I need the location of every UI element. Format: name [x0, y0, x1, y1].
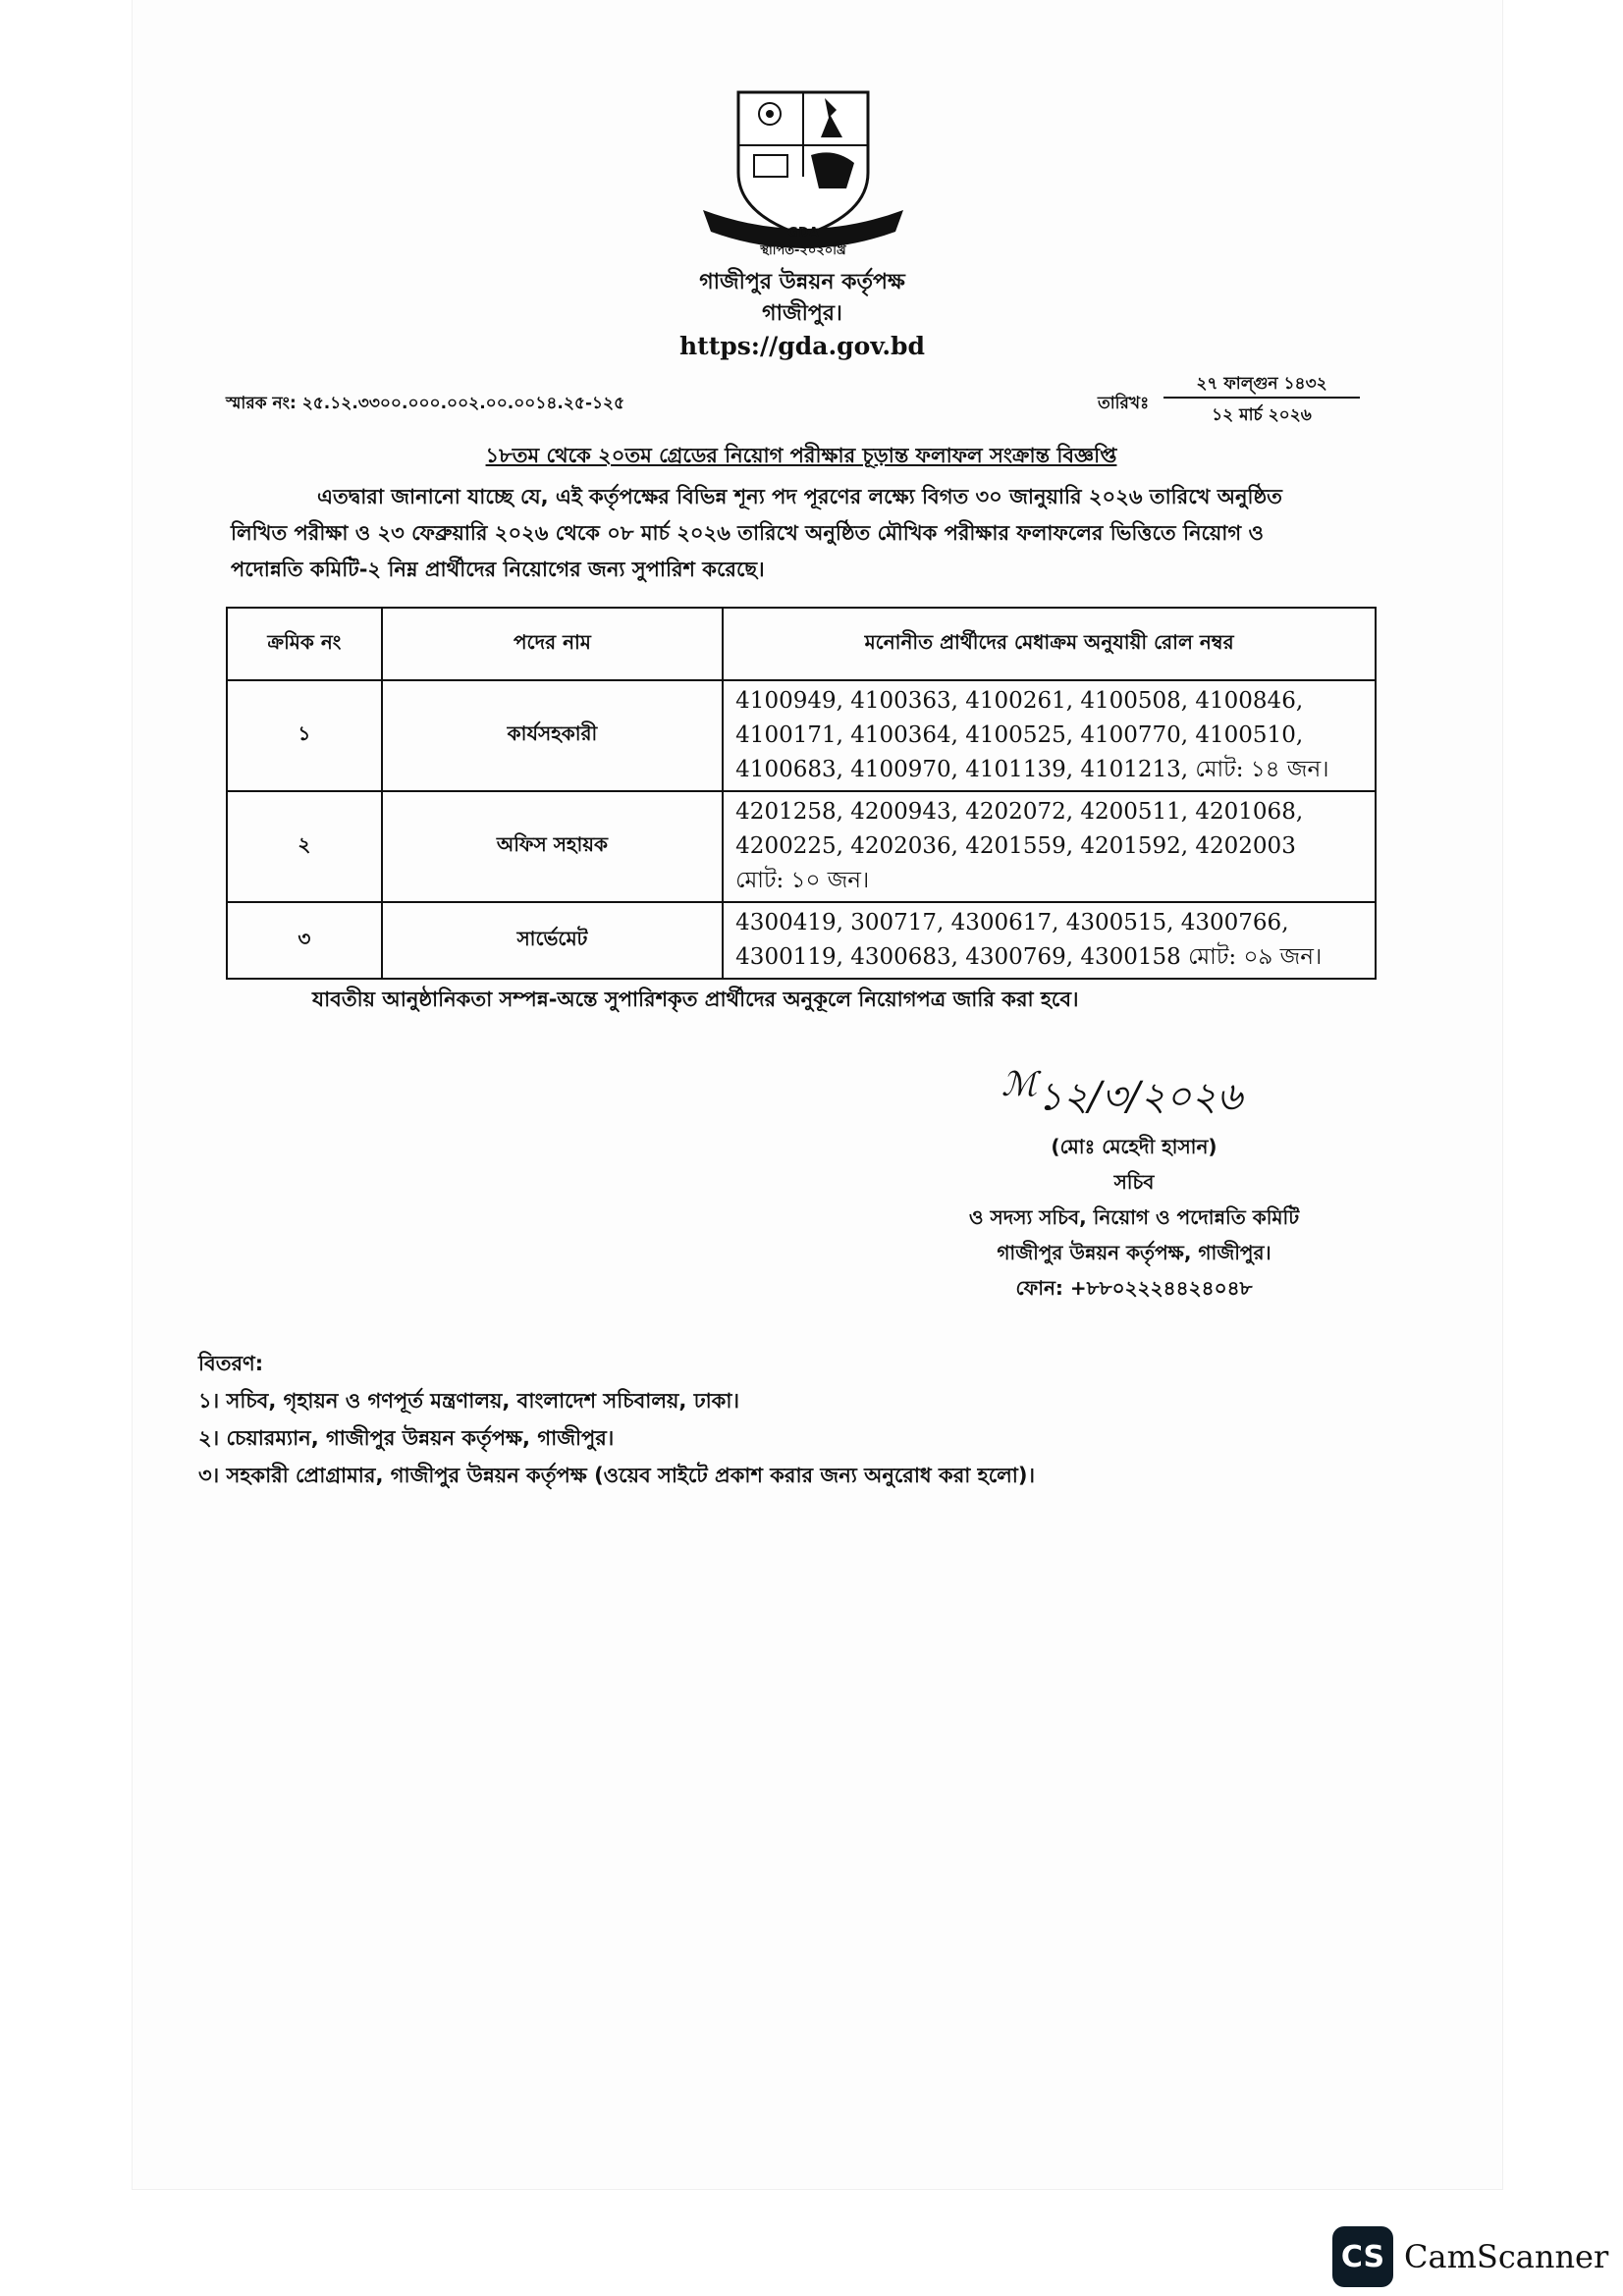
- notice-subject: ১৮তম থেকে ২০তম গ্রেডের নিয়োগ পরীক্ষার চূড়ান্ত ফলাফল সংক্রান্ত বিজ্ঞপ্তি: [485, 444, 1117, 467]
- table-row: [227, 902, 1376, 979]
- row-post: সার্ভেমেট: [382, 902, 723, 979]
- emblem-year: স্থাপিত-২০২০খ্রি: [760, 243, 846, 258]
- roll-line: 4100949, 4100363, 4100261, 4100508, 4100846,: [735, 688, 1304, 714]
- signatory-name: (মোঃ মেহেদী হাসান): [1051, 1135, 1217, 1158]
- closing-statement: যাবতীয় আনুষ্ঠানিকতা সম্পন্ন-অন্তে সুপারিশকৃত প্রার্থীদের অনুকূলে নিয়োগপত্র জারি করা হবে।: [312, 988, 1079, 1011]
- body-line-2: লিখিত পরীক্ষা ও ২৩ ফেব্রুয়ারি ২০২৬ থেকে ০৮ মার্চ ২০২৬ তারিখে অনুষ্ঠিত মৌখিক পরীক্ষার ফলাফলের ভিত্তিতে নিয়োগ ও: [231, 521, 1264, 545]
- result-table: [226, 607, 1377, 980]
- org-city: গাজীপুর।: [762, 301, 842, 326]
- row-post: অফিস সহায়ক: [382, 791, 723, 902]
- body-line-1: এতদ্বারা জানানো যাচ্ছে যে, এই কর্তৃপক্ষের বিভিন্ন শূন্য পদ পূরণের লক্ষ্যে বিগত ৩০ জানুয়ারি ২০২৬ তারিখে অনুষ্ঠিত: [317, 485, 1282, 508]
- distribution-item: ১। সচিব, গৃহায়ন ও গণপূর্ত মন্ত্রণালয়, বাংলাদেশ সচিবালয়, ঢাকা।: [198, 1389, 739, 1413]
- signature-block: [889, 1129, 1380, 1306]
- org-name: গাজীপুর উন্নয়ন কর্তৃপক্ষ: [699, 270, 905, 294]
- roll-line: 4200225, 4202036, 4201559, 4201592, 4202003: [735, 833, 1296, 859]
- date-label: তারিখঃ: [1098, 394, 1150, 413]
- row-serial: ২: [227, 791, 382, 902]
- distribution-title: বিতরণ:: [198, 1352, 264, 1375]
- memo-ref-number: ২৫.১২.৩৩০০.০০০.০০২.০০.০০১৪.২৫-১২৫: [301, 394, 625, 413]
- date-divider: [1163, 397, 1360, 399]
- roll-line: মোট: ১০ জন।: [735, 868, 870, 893]
- signature-date: ১২/৩/২০২৬: [1037, 1074, 1243, 1120]
- table-row: [227, 680, 1376, 791]
- header-post: পদের নাম: [382, 608, 723, 680]
- roll-line: 4100171, 4100364, 4100525, 4100770, 4100510,: [735, 722, 1304, 748]
- date-gregorian: ১২ মার্চ ২০২৬: [1212, 405, 1312, 425]
- roll-line: 4300419, 300717, 4300617, 4300515, 4300766,: [735, 910, 1289, 935]
- body-line-3: পদোন্নতি কমিটি-২ নিম্ন প্রার্থীদের নিয়োগের জন্য সুপারিশ করেছে।: [231, 558, 765, 581]
- handwritten-signature: [1001, 1065, 1242, 1131]
- header-rolls: মনোনীত প্রার্থীদের মেধাক্রম অনুযায়ী রোল নম্বর: [723, 608, 1376, 680]
- row-serial: ১: [227, 680, 382, 791]
- distribution-item: ৩। সহকারী প্রোগ্রামার, গাজীপুর উন্নয়ন কর্তৃপক্ষ (ওয়েব সাইটে প্রকাশ করার জন্য অনুরোধ করা হলো)।: [198, 1464, 1035, 1487]
- website-link[interactable]: https://gda.gov.bd: [678, 332, 925, 360]
- signature-scribble: ℳ: [1001, 1065, 1038, 1104]
- row-serial: ৩: [227, 902, 382, 979]
- roll-line: 4201258, 4200943, 4202072, 4200511, 4201068,: [735, 799, 1304, 825]
- signatory-phone: ফোন: +৮৮০২২২৪৪২৪০৪৮: [1015, 1276, 1253, 1300]
- emblem-abbr: GDA: [787, 226, 819, 240]
- row-rolls: [723, 902, 1376, 979]
- header-serial: ক্রমিক নং: [227, 608, 382, 680]
- memo-ref-label: স্মারক নং:: [226, 394, 297, 413]
- row-rolls: [723, 680, 1376, 791]
- distribution-list: [198, 1345, 1426, 1494]
- signatory-office: গাজীপুর উন্নয়ন কর্তৃপক্ষ, গাজীপুর।: [997, 1241, 1271, 1264]
- row-post: কার্যসহকারী: [382, 680, 723, 791]
- notice-body: [231, 479, 1375, 588]
- signatory-designation: সচিব: [1113, 1170, 1155, 1194]
- signatory-role: ও সদস্য সচিব, নিয়োগ ও পদোন্নতি কমিটি: [968, 1205, 1300, 1229]
- roll-line: 4300119, 4300683, 4300769, 4300158 মোট: ০৯ জন।: [735, 944, 1323, 970]
- table-header-row: [227, 608, 1376, 680]
- camscanner-icon: CS: [1332, 2226, 1393, 2287]
- date-bangla: ২৭ ফাল্গুন ১৪৩২: [1196, 374, 1327, 394]
- roll-line: 4100683, 4100970, 4101139, 4101213, মোট: ১৪ জন।: [735, 757, 1329, 782]
- distribution-item: ২। চেয়ারম্যান, গাজীপুর উন্নয়ন কর্তৃপক্ষ, গাজীপুর।: [198, 1426, 615, 1450]
- memo-reference: [226, 391, 624, 418]
- table-row: [227, 791, 1376, 902]
- row-rolls: [723, 791, 1376, 902]
- camscanner-brand: CamScanner: [1404, 2238, 1609, 2275]
